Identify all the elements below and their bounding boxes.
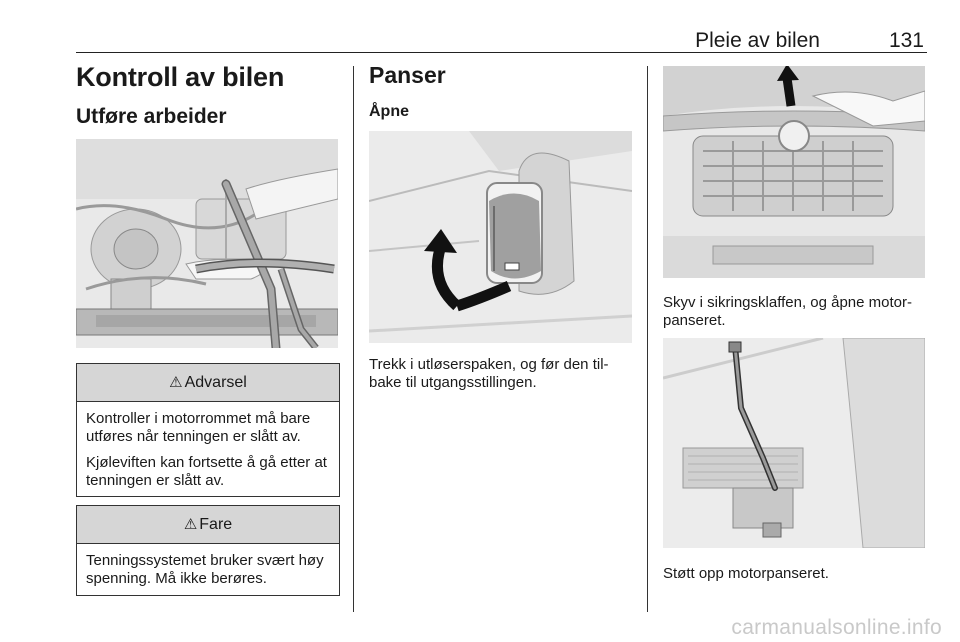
- warning-box: [76, 363, 340, 497]
- engine-bay-illustration: [76, 139, 338, 348]
- danger-box: [76, 505, 340, 596]
- section-subtitle: Utføre arbeider: [76, 105, 227, 128]
- release-caption: Trekk i utløserspaken, og før den til-bake til utgangsstillingen.: [369, 356, 609, 391]
- page-number: 131: [888, 29, 924, 52]
- danger-box-heading: Fare: [199, 516, 233, 533]
- warning-triangle-icon: ⚠: [169, 374, 183, 391]
- section-title: Kontroll av bilen: [76, 62, 285, 92]
- release-lever-illustration: [369, 131, 632, 343]
- warning-paragraph: Kontroller i motorrommet må bare utføres når tenningen er slått av.: [86, 410, 311, 445]
- danger-paragraph: Tenningssystemet bruker svært høy spenning. Må ikke berøres.: [86, 552, 324, 587]
- warning-box-heading: Advarsel: [184, 374, 247, 391]
- danger-box-header: [77, 506, 339, 544]
- hood-stay-illustration: [663, 338, 925, 548]
- hood-opening-illustration: [663, 66, 925, 278]
- warning-box-header: [77, 364, 339, 402]
- column-divider-right: [647, 66, 648, 612]
- hood-support-caption: Støtt opp motorpanseret.: [663, 565, 829, 582]
- hood-open-caption: Skyv i sikringsklaffen, og åpne motor-panseret.: [663, 294, 913, 329]
- watermark: carmanualsonline.info: [731, 616, 942, 639]
- panser-title: Panser: [369, 62, 446, 88]
- open-subtitle: Åpne: [369, 103, 409, 120]
- column-divider-left: [353, 66, 354, 612]
- header-rule: [76, 52, 927, 53]
- running-header-title: Pleie av bilen: [695, 29, 820, 52]
- warning-paragraph: Kjøleviften kan fortsette å gå etter at tenningen er slått av.: [86, 454, 327, 489]
- warning-triangle-icon: ⚠: [183, 516, 198, 533]
